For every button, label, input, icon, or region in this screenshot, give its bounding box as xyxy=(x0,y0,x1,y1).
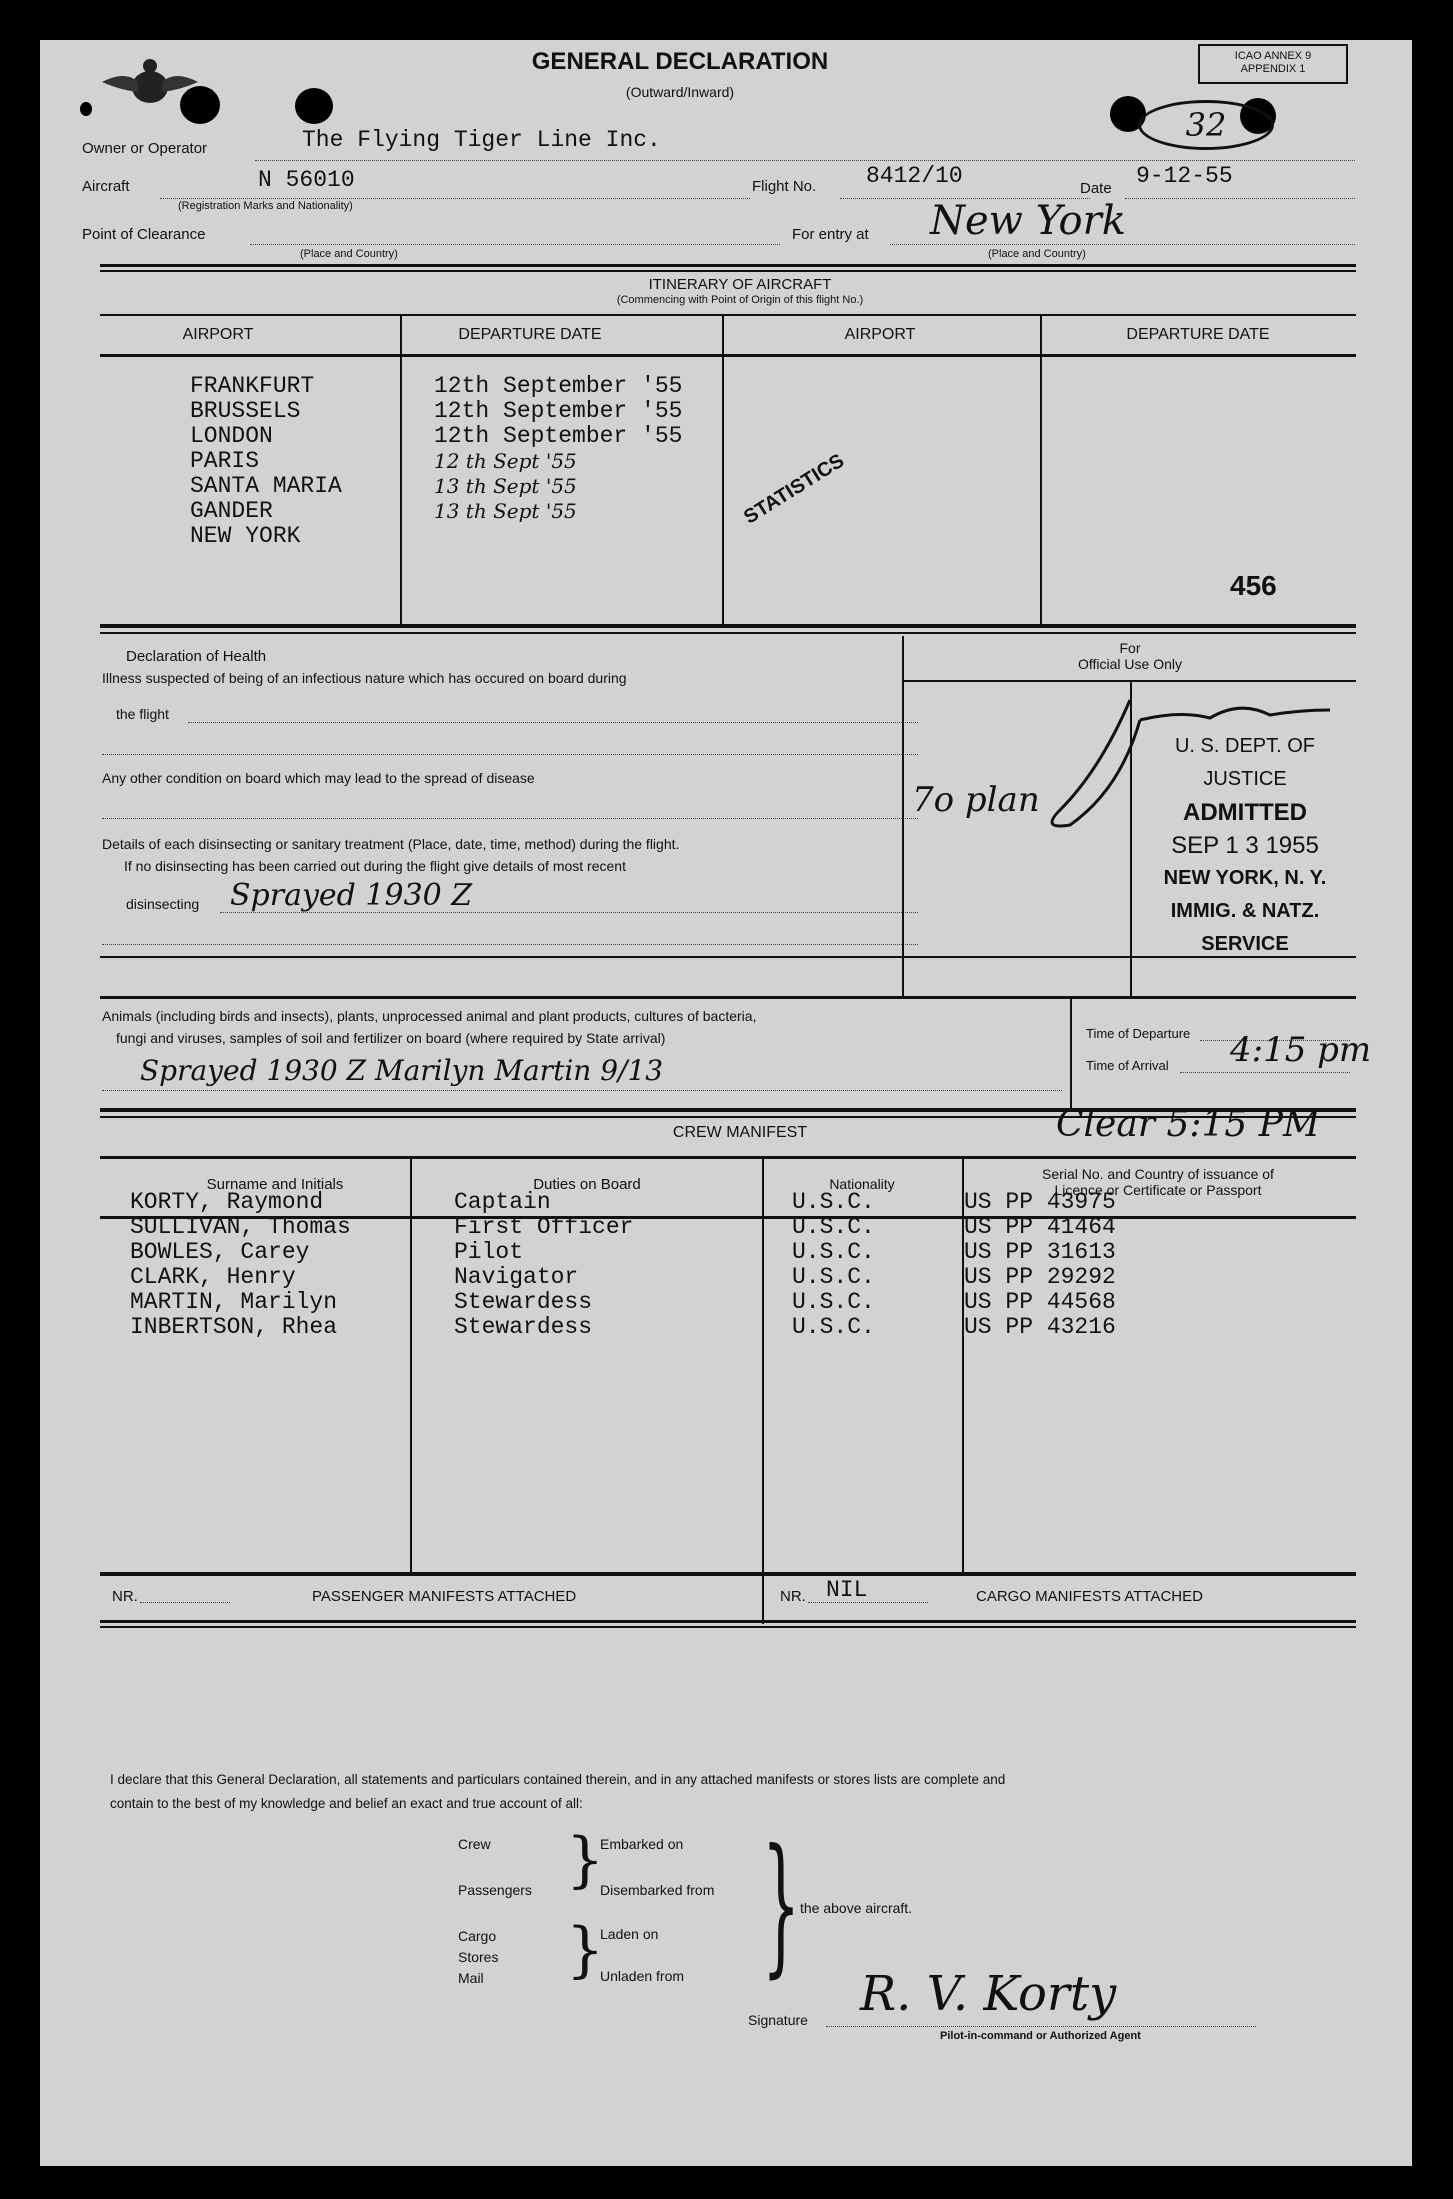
official-label2: Official Use Only xyxy=(1078,656,1182,672)
brace-icon: } xyxy=(566,1825,605,1895)
stamp-line5: IMMIG. & NATZ. SERVICE xyxy=(1170,900,1320,955)
entry-note: (Place and Country) xyxy=(988,248,1086,260)
col-duty: Duties on Board xyxy=(533,1176,641,1193)
rule xyxy=(100,270,1356,272)
animals-text2: fungi and viruses, samples of soil and fertilizer on board (where required by State arrival) xyxy=(116,1030,666,1046)
arrival-time-line xyxy=(1180,1072,1350,1073)
rule xyxy=(100,314,1356,316)
decl-mail: Mail xyxy=(458,1970,484,1986)
number-stamp: 456 xyxy=(1230,570,1277,601)
crew-serial: US PP 43216 xyxy=(964,1314,1116,1340)
crew-serial: US PP 43975 xyxy=(964,1189,1116,1215)
animals-line xyxy=(102,1090,1062,1091)
crew-serials xyxy=(964,1190,1116,1340)
health-line2: Any other condition on board which may lead to the spread of disease xyxy=(102,770,535,786)
col-serial-line2: Licence or Certificate or Passport xyxy=(1054,1182,1262,1198)
col-departure-2: DEPARTURE DATE xyxy=(1126,326,1270,343)
aircraft-label: Aircraft xyxy=(82,178,130,195)
decl-disembarked: Disembarked from xyxy=(600,1882,715,1898)
departure-date: 12th September '55 xyxy=(434,398,683,424)
date-line xyxy=(1125,198,1355,199)
col-nat: Nationality xyxy=(829,1176,895,1192)
rule xyxy=(100,996,1356,999)
crew-duty: Captain xyxy=(454,1189,551,1215)
signature-value: R. V. Korty xyxy=(860,1966,1117,2022)
crew-names xyxy=(130,1190,351,1340)
divider xyxy=(762,1158,764,1572)
decl-above: the above aircraft. xyxy=(800,1900,913,1916)
ink-blot xyxy=(180,86,220,124)
health-line xyxy=(188,722,918,723)
entry-value: New York xyxy=(930,198,1126,244)
annex-line1: ICAO ANNEX 9 xyxy=(1234,50,1312,62)
annex-line2: APPENDIX 1 xyxy=(1240,63,1306,75)
stamp-line4: NEW YORK, N. Y. xyxy=(1163,867,1327,889)
owner-line xyxy=(255,160,1355,161)
entry-line xyxy=(890,244,1355,245)
signature-label: Signature xyxy=(748,2012,808,2028)
animals-hand-value: Sprayed 1930 Z Marilyn Martin 9/13 xyxy=(140,1054,664,1087)
rule xyxy=(100,632,1356,634)
page-number: 32 xyxy=(1138,100,1274,150)
large-brace-icon: } xyxy=(762,1818,801,1992)
crew-nat: U.S.C. xyxy=(792,1239,875,1265)
rule xyxy=(100,956,1356,958)
passenger-nr-label: NR. xyxy=(112,1588,138,1605)
aircraft-note: (Registration Marks and Nationality) xyxy=(178,200,353,212)
form-subtitle: (Outward/Inward) xyxy=(625,84,735,100)
brace-icon: } xyxy=(566,1915,605,1985)
crew-name: SULLIVAN, Thomas xyxy=(130,1214,351,1240)
divider xyxy=(1040,314,1042,624)
statistics-stamp: STATISTICS xyxy=(740,449,849,529)
crew-name: MARTIN, Marilyn xyxy=(130,1289,338,1315)
admitted-stamp xyxy=(1134,730,1356,961)
signature-line xyxy=(826,2026,1256,2027)
decl-passengers: Passengers xyxy=(458,1882,532,1898)
col-departure-1: DEPARTURE DATE xyxy=(458,326,602,343)
declaration-text1: I declare that this General Declaration, all statements and particulars contained therein, and in any attached manifests or stores lists are complete and xyxy=(110,1772,1006,1787)
rule xyxy=(100,1572,1356,1576)
clear-note: Clear 5:15 PM xyxy=(1056,1104,1320,1145)
airport: BRUSSELS xyxy=(190,398,301,424)
departure-date: 12 th Sept '55 xyxy=(434,449,577,473)
crew-serial: US PP 44568 xyxy=(964,1289,1116,1315)
rule xyxy=(100,1620,1356,1623)
crew-nat: U.S.C. xyxy=(792,1264,875,1290)
airport: SANTA MARIA xyxy=(190,473,342,499)
health-line3b: If no disinsecting has been carried out during the flight give details of most recent xyxy=(124,858,626,874)
crew-nat: U.S.C. xyxy=(792,1214,875,1240)
health-line3c: disinsecting xyxy=(126,896,200,912)
departure-dates xyxy=(434,374,682,524)
clearance-line xyxy=(250,244,780,245)
crew-serial: US PP 29292 xyxy=(964,1264,1116,1290)
form-title: GENERAL DECLARATION xyxy=(531,48,829,75)
health-heading: Declaration of Health xyxy=(126,648,267,665)
crew-name: INBERTSON, Rhea xyxy=(130,1314,338,1340)
owner-value: The Flying Tiger Line Inc. xyxy=(302,127,661,153)
annex-box xyxy=(1198,44,1348,84)
signature-note: Pilot-in-command or Authorized Agent xyxy=(940,2030,1141,2042)
decl-unladen: Unladen from xyxy=(600,1968,685,1984)
divider xyxy=(1070,998,1072,1108)
date-value: 9-12-55 xyxy=(1136,163,1233,189)
crew-nat: U.S.C. xyxy=(792,1314,875,1340)
departure-date: 13 th Sept '55 xyxy=(434,474,577,498)
crew-duties xyxy=(454,1190,633,1340)
stamp-line3: SEP 1 3 1955 xyxy=(1171,832,1319,859)
animals-text1: Animals (including birds and insects), plants, unprocessed animal and plant products, cultures of bacteria, xyxy=(102,1008,757,1024)
crew-nat: U.S.C. xyxy=(792,1189,875,1215)
departure-time-label: Time of Departure xyxy=(1086,1026,1191,1041)
departure-date: 13 th Sept '55 xyxy=(434,499,577,523)
divider xyxy=(722,314,724,624)
rule xyxy=(100,624,1356,628)
aircraft-value: N 56010 xyxy=(258,167,355,193)
decl-goods xyxy=(458,1926,498,1989)
col-serial-line1: Serial No. and Country of issuance of xyxy=(1042,1166,1274,1182)
itinerary-subtitle: (Commencing with Point of Origin of this flight No.) xyxy=(616,294,864,306)
divider xyxy=(410,1158,412,1572)
crew-nat: U.S.C. xyxy=(792,1289,875,1315)
rule xyxy=(100,354,1356,357)
declaration-text2: contain to the best of my knowledge and belief an exact and true account of all: xyxy=(110,1796,583,1811)
crew-serial: US PP 41464 xyxy=(964,1214,1116,1240)
passenger-manifests: PASSENGER MANIFESTS ATTACHED xyxy=(312,1588,577,1605)
declaration-form xyxy=(40,40,1412,2166)
date-label: Date xyxy=(1080,180,1112,197)
airport-list xyxy=(190,374,342,549)
col-name: Surname and Initials xyxy=(206,1176,344,1193)
crew-duty: Pilot xyxy=(454,1239,524,1265)
crew-name: CLARK, Henry xyxy=(130,1264,296,1290)
divider xyxy=(902,636,904,996)
owner-label: Owner or Operator xyxy=(82,140,208,157)
crew-title: CREW MANIFEST xyxy=(672,1124,808,1141)
official-use-header xyxy=(904,640,1356,672)
airport: FRANKFURT xyxy=(190,373,315,399)
entry-label: For entry at xyxy=(792,226,869,243)
health-line3: Details of each disinsecting or sanitary treatment (Place, date, time, method) during the flight. xyxy=(102,836,680,852)
crew-name: BOWLES, Carey xyxy=(130,1239,310,1265)
health-line1: Illness suspected of being of an infectious nature which has occured on board during xyxy=(102,670,627,686)
decl-laden: Laden on xyxy=(600,1926,659,1942)
health-line xyxy=(102,818,918,819)
cargo-manifests: CARGO MANIFESTS ATTACHED xyxy=(976,1588,1203,1605)
ink-blot xyxy=(80,102,92,116)
health-line1b: the flight xyxy=(116,706,169,722)
airport: LONDON xyxy=(190,423,273,449)
cargo-nr-label: NR. xyxy=(780,1588,806,1605)
cargo-nr-value: NIL xyxy=(826,1577,868,1603)
crew-name: KORTY, Raymond xyxy=(130,1189,324,1215)
rule xyxy=(100,1626,1356,1628)
decl-embarked: Embarked on xyxy=(600,1836,684,1852)
airport: GANDER xyxy=(190,498,273,524)
arrival-time-value: 4:15 pm xyxy=(1230,1030,1372,1070)
stamp-line2: ADMITTED xyxy=(1183,799,1307,826)
crew-duty: Stewardess xyxy=(454,1314,593,1340)
official-hand: 7o plan xyxy=(912,780,1040,820)
decl-cargo: Cargo xyxy=(458,1928,497,1944)
rule xyxy=(100,264,1356,267)
divider xyxy=(762,1576,764,1624)
rule xyxy=(100,1156,1356,1159)
airport: NEW YORK xyxy=(190,523,301,549)
arrival-time-label: Time of Arrival xyxy=(1086,1058,1169,1073)
flight-value: 8412/10 xyxy=(866,163,963,189)
col-airport-1: AIRPORT xyxy=(182,326,254,343)
departure-date: 12th September '55 xyxy=(434,423,683,449)
clearance-note: (Place and Country) xyxy=(300,248,398,260)
departure-date: 12th September '55 xyxy=(434,373,683,399)
clearance-label: Point of Clearance xyxy=(82,226,206,243)
ink-blot xyxy=(295,88,333,124)
passenger-nr-line xyxy=(140,1602,230,1603)
airport: PARIS xyxy=(190,448,260,474)
decl-stores: Stores xyxy=(458,1949,499,1965)
disinsecting-value: Sprayed 1930 Z xyxy=(230,878,473,913)
col-airport-2: AIRPORT xyxy=(844,326,916,343)
crew-duty: Stewardess xyxy=(454,1289,593,1315)
crew-nationalities xyxy=(792,1190,875,1340)
crew-serial: US PP 31613 xyxy=(964,1239,1116,1265)
flight-label: Flight No. xyxy=(752,178,817,195)
health-line xyxy=(102,754,918,755)
official-label1: For xyxy=(1119,640,1141,656)
divider xyxy=(400,314,402,624)
aircraft-line xyxy=(160,198,750,199)
stamp-line1: U. S. DEPT. OF JUSTICE xyxy=(1174,735,1316,790)
crew-duty: First Officer xyxy=(454,1214,634,1240)
itinerary-title: ITINERARY OF AIRCRAFT xyxy=(648,276,832,293)
health-line xyxy=(102,944,918,945)
decl-crew: Crew xyxy=(458,1836,491,1852)
crew-duty: Navigator xyxy=(454,1264,579,1290)
